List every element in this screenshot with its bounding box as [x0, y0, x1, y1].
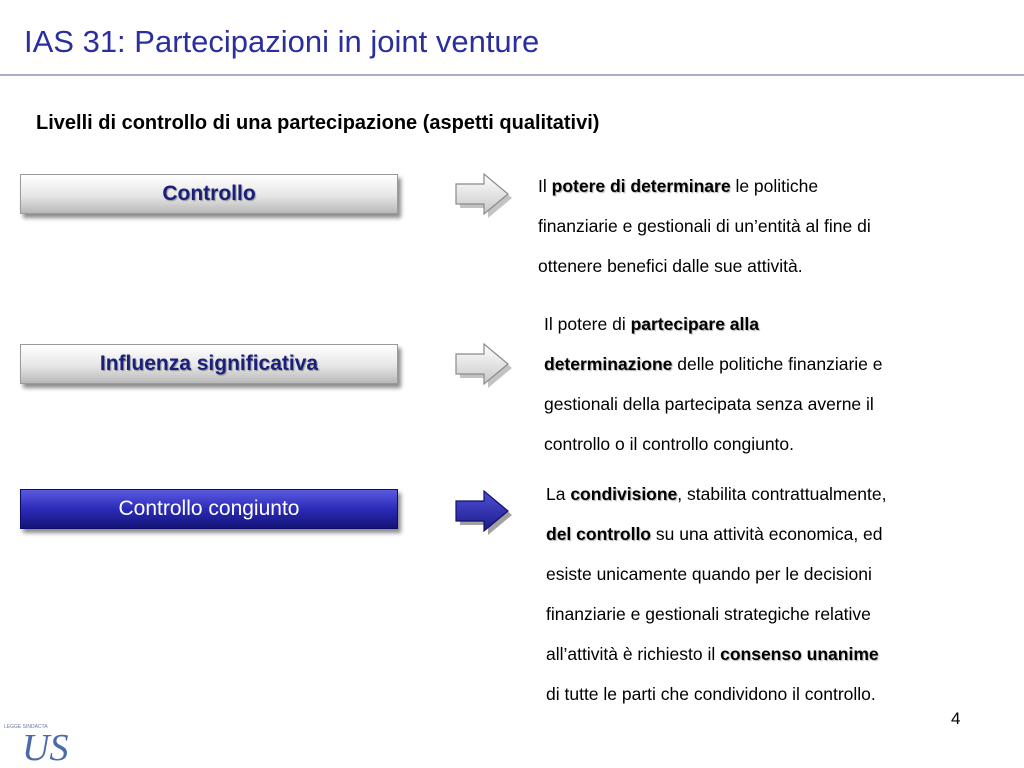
logo-monogram: US	[22, 727, 69, 768]
highlighted-term: determinazione	[544, 354, 673, 374]
right-arrow-icon	[452, 489, 514, 537]
level-description-controllo-congiunto	[546, 474, 886, 714]
level-description-influenza-significativa	[544, 304, 883, 464]
description-text: delle politiche finanziarie e	[672, 354, 883, 374]
description-text: di tutte le parti che condividono il controllo.	[546, 684, 876, 704]
slide-subtitle: Livelli di controllo di una partecipazione (aspetti qualitativi)	[36, 112, 600, 134]
level-box-influenza-significativa: Influenza significativa	[20, 344, 398, 384]
level-box-controllo: Controllo	[20, 174, 398, 214]
description-text: finanziarie e gestionali di un’entità al fine di	[538, 216, 871, 236]
highlighted-term: del controllo	[546, 524, 651, 544]
title-divider	[0, 74, 1024, 76]
highlighted-term: consenso unanime	[720, 644, 879, 664]
description-line	[546, 474, 886, 514]
description-text: , stabilita contrattualmente,	[677, 484, 887, 504]
description-line	[546, 554, 886, 594]
description-line	[546, 674, 886, 714]
description-text: esiste unicamente quando per le decisioni	[546, 564, 872, 584]
highlighted-term: potere di determinare	[551, 176, 731, 196]
description-line	[538, 246, 871, 286]
slide-title: IAS 31: Partecipazioni in joint venture	[24, 24, 540, 59]
description-text: Il	[538, 176, 552, 196]
description-text: ottenere benefici dalle sue attività.	[538, 256, 803, 276]
description-line	[538, 206, 871, 246]
description-text: su una attività economica, ed	[651, 524, 883, 544]
page-number: 4	[951, 709, 961, 728]
description-text: finanziarie e gestionali strategiche relative	[546, 604, 871, 624]
description-line	[544, 304, 883, 344]
right-arrow-icon	[452, 342, 514, 390]
highlighted-term: partecipare alla	[630, 314, 759, 334]
right-arrow-icon	[452, 172, 514, 220]
description-text: le politiche	[730, 176, 819, 196]
description-line	[546, 514, 886, 554]
level-description-controllo	[538, 166, 871, 286]
description-text: Il potere di	[544, 314, 631, 334]
level-box-controllo-congiunto: Controllo congiunto	[20, 489, 398, 529]
description-line	[544, 424, 883, 464]
description-line	[546, 594, 886, 634]
university-logo	[0, 716, 90, 768]
description-line	[544, 384, 883, 424]
description-line	[544, 344, 883, 384]
description-line	[546, 634, 886, 674]
description-text: gestionali della partecipata senza averne il	[544, 394, 874, 414]
logo-caption: LEGGE SINDACTA	[4, 724, 48, 730]
description-text: La	[546, 484, 571, 504]
highlighted-term: condivisione	[570, 484, 678, 504]
description-text: all’attività è richiesto il	[546, 644, 721, 664]
description-line	[538, 166, 871, 206]
description-text: controllo o il controllo congiunto.	[544, 434, 795, 454]
